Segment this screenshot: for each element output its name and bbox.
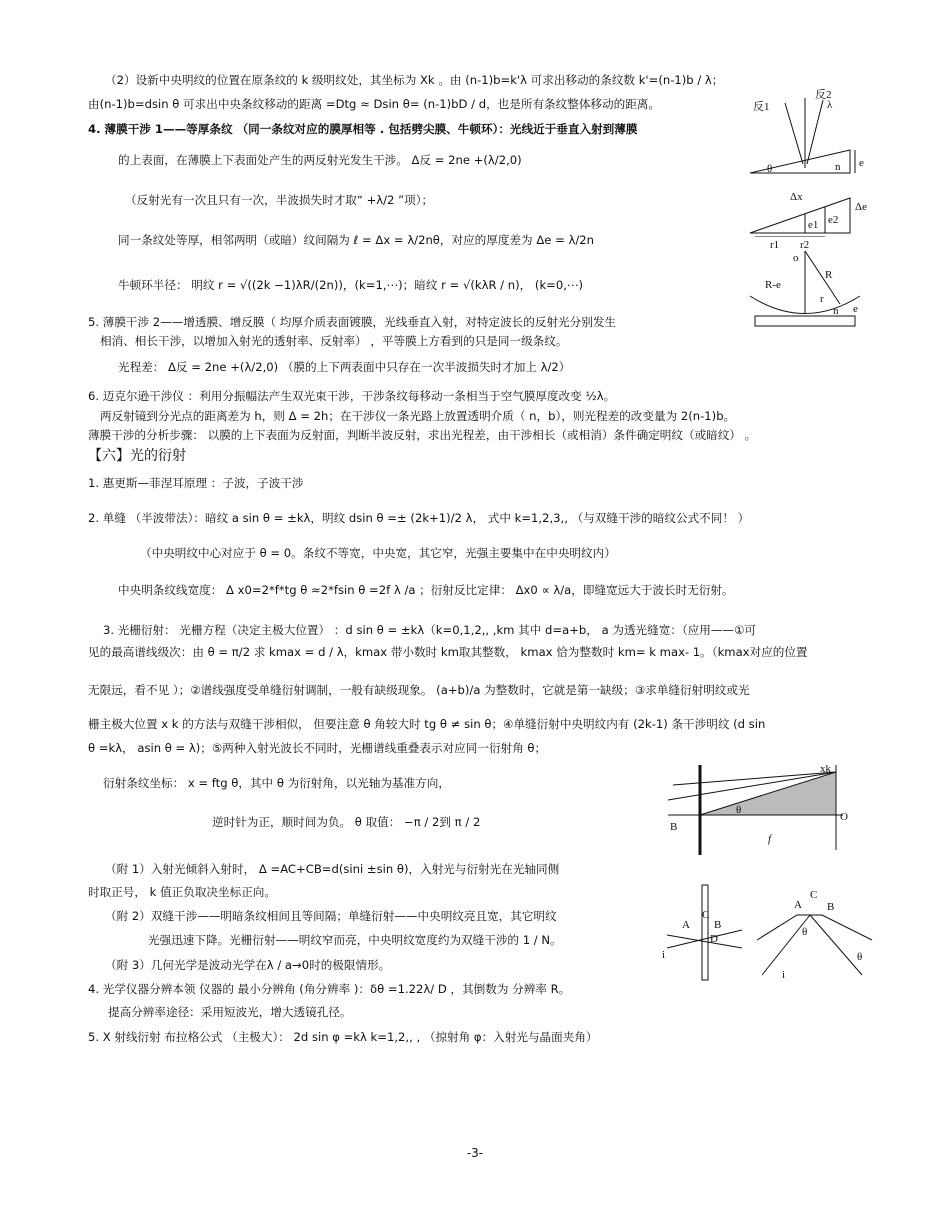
svg-text:A: A — [794, 899, 802, 911]
svg-text:e1: e1 — [808, 219, 819, 231]
svg-text:B: B — [714, 919, 722, 931]
svg-text:λ: λ — [827, 99, 833, 111]
text-line: 时取正号， k 值正负取决坐标正向。 — [88, 885, 276, 899]
text-line: （附 3）几何光学是波动光学在λ / a→0时的极限情形。 — [105, 958, 391, 972]
svg-text:B: B — [670, 821, 678, 833]
page-number: -3- — [466, 1146, 484, 1160]
wedge-film-figure — [745, 88, 870, 238]
svg-text:反2: 反2 — [815, 89, 832, 101]
text-line: 栅主极大位置 x k 的方法与双缝干涉相似， 但要注意 θ 角较大时 tg θ ≠ sin θ；④单缝衍射中央明纹内有 (2k-1) 条干涉明纹 (d sin — [88, 717, 766, 731]
svg-text:A: A — [682, 919, 690, 931]
svg-text:e2: e2 — [828, 214, 839, 226]
svg-text:n: n — [835, 161, 841, 173]
svg-text:反1: 反1 — [753, 101, 770, 113]
text-line: 相消、相长干涉，以增加入射光的透射率、反射率） ，平等膜上方看到的只是同一级条纹。 — [100, 334, 568, 348]
svg-text:R: R — [825, 269, 833, 281]
text-line: 衍射条纹坐标： x = ftg θ，其中 θ 为衍射角，以光轴为基准方向， — [103, 776, 450, 790]
svg-text:Δx: Δx — [790, 191, 803, 203]
svg-text:θ: θ — [767, 163, 773, 175]
svg-text:i: i — [782, 969, 786, 981]
svg-text:xk: xk — [820, 763, 831, 775]
svg-text:n: n — [833, 305, 839, 317]
heading-thin-film-2: 5. 薄膜干涉 2——增透膜、增反膜（ 均厚介质表面镀膜，光线垂直入射，对特定波长的反射光分别发生 — [88, 315, 617, 329]
text-line: （附 1）入射光倾斜入射时， Δ =AC+CB=d(sini ±sin θ)，入射光与衍射光在光轴同侧 — [105, 862, 560, 876]
section-heading-diffraction: 【六】光的衍射 — [88, 448, 186, 464]
heading-grating: 3. 光栅衍射： 光栅方程（决定主极大位置） ：d sin θ = ±kλ（k=0,1,2,, ,km 其中 d=a+b， a 为透光缝宽：（应用——①可 — [103, 623, 757, 637]
svg-text:f: f — [768, 833, 772, 845]
svg-text:r: r — [820, 293, 824, 305]
svg-text:B: B — [827, 901, 835, 913]
text-line: 提高分辨率途径：采用短波光，增大透镜孔径。 — [108, 1005, 352, 1019]
svg-text:r2: r2 — [800, 239, 810, 251]
text-line: （2）设新中央明纹的位置在原条纹的 k 级明纹处，其坐标为 Xk 。由 (n-1)b=k'λ 可求出移动的条纹数 k'=(n-1)b / λ； — [105, 73, 724, 87]
text-line: 逆时针为正，顺时间为负。 θ 取值： −π / 2到 π / 2 — [212, 815, 481, 829]
text-line: 同一条纹处等厚，相邻两明（或暗）纹间隔为 ℓ = Δx = λ/2nθ，对应的厚度差为 Δe = λ/2n — [118, 233, 594, 247]
svg-text:O: O — [840, 811, 848, 823]
text-line: （反射光有一次且只有一次，半波损失时才取“ +λ/2 ”项）； — [125, 193, 434, 207]
text-line: 光强迅速下降。光栅衍射——明纹窄而亮，中央明纹宽度约为双缝干涉的 1 / N。 — [148, 933, 562, 947]
text-line: 1. 惠更斯—菲涅耳原理 ：子波，子波干涉 — [88, 476, 304, 490]
svg-text:Δe: Δe — [855, 201, 867, 213]
svg-text:e: e — [859, 157, 864, 169]
svg-text:o: o — [793, 252, 799, 264]
text-line: 无限远，看不见 ）；②谱线强度受单缝衍射调制，一般有缺级现象。 (a+b)/a 为整数时，它就是第一缺级；③求单缝衍射明纹或光 — [88, 683, 750, 697]
svg-text:θ: θ — [857, 951, 863, 963]
text-line: （中央明纹中心对应于 θ = 0。条纹不等宽，中央宽，其它窄，光强主要集中在中央明纹内） — [140, 546, 616, 560]
grating-diffraction-figure — [668, 760, 848, 855]
svg-text:r1: r1 — [770, 239, 780, 251]
text-line: 4. 光学仪器分辨本领 仪器的 最小分辨角 (角分辨率 )：δθ =1.22λ/ D ，其倒数为 分辨率 R。 — [88, 982, 571, 996]
svg-text:C: C — [702, 909, 710, 921]
svg-text:D: D — [710, 933, 718, 945]
heading-michelson: 6. 迈克尔逊干涉仪 ：利用分振幅法产生双光束干涉，干涉条纹每移动一条相当于空气膜厚度改变 ½λ。 — [88, 389, 616, 403]
newton-ring-figure — [745, 236, 870, 331]
svg-text:θ: θ — [802, 926, 808, 938]
text-line: 由(n-1)b=dsin θ 可求出中央条纹移动的距离 =Dtg ≈ Dsin θ= (n-1)bD / d，也是所有条纹整体移动的距离。 — [88, 97, 660, 111]
svg-text:θ: θ — [736, 804, 742, 816]
text-line: θ =kλ， asin θ = λ)；⑤两种入射光波长不同时，光栅谱线重叠表示对应同一衍射角 θ； — [88, 741, 547, 755]
text-line: 两反射镜到分光点的距离差为 h，则 Δ = 2h；在干涉仪一条光路上放置透明介质（ n，b），则光程差的改变量为 2(n-1)b。 — [100, 409, 736, 423]
text-line: 中央明条纹线宽度： Δ x0=2*f*tg θ ≈2*fsin θ =2f λ /a ；衍射反比定律： Δx0 ∝ λ/a，即缝宽远大于波长时无衍射。 — [118, 583, 734, 597]
svg-text:i: i — [662, 949, 666, 961]
text-line: 见的最高谱线级次：由 θ = π/2 求 kmax = d / λ，kmax 带小数时 km取其整数， kmax 恰为整数时 km= k max- 1。（kmax对应的位置 — [88, 645, 808, 659]
svg-text:e: e — [853, 303, 858, 315]
text-line: （附 2）双缝干涉——明暗条纹相间且等间隔；单缝衍射——中央明纹亮且宽，其它明纹 — [105, 909, 557, 923]
text-line: 光程差： Δ反 = 2ne +(λ/2,0) （膜的上下两表面中只存在一次半波损失时才加上 λ/2） — [118, 360, 571, 374]
oblique-incidence-figure — [662, 880, 882, 985]
text-line: 牛顿环半径： 明纹 r = √((2k −1)λR/(2n))，(k=1,⋯)；暗纹 r = √(kλR / n)， (k=0,⋯) — [118, 278, 584, 292]
text-line: 薄膜干涉的分析步骤： 以膜的上下表面为反射面，判断半波反射，求出光程差，由干涉相长（或相消）条件确定明纹（或暗纹） 。 — [88, 428, 757, 442]
svg-text:C: C — [810, 889, 818, 901]
heading-thin-film-1: 4. 薄膜干涉 1——等厚条纹 （同一条纹对应的膜厚相等 . 包括劈尖膜、牛顿环）：光线近于垂直入射到薄膜 — [88, 122, 638, 136]
text-line: 2. 单缝 （半波带法）：暗纹 a sin θ = ±kλ，明纹 dsin θ =± (2k+1)/2 λ， 式中 k=1,2,3,, （与双缝干涉的暗纹公式不同！ ） — [88, 511, 750, 525]
text-line: 5. X 射线衍射 布拉格公式 （主极大）： 2d sin φ =kλ k=1,2,, , （掠射角 φ：入射光与晶面夹角） — [88, 1030, 598, 1044]
text-line: 的上表面，在薄膜上下表面处产生的两反射光发生干涉。 Δ反 = 2ne +(λ/2,0) — [118, 153, 522, 167]
svg-text:R-e: R-e — [765, 279, 781, 291]
